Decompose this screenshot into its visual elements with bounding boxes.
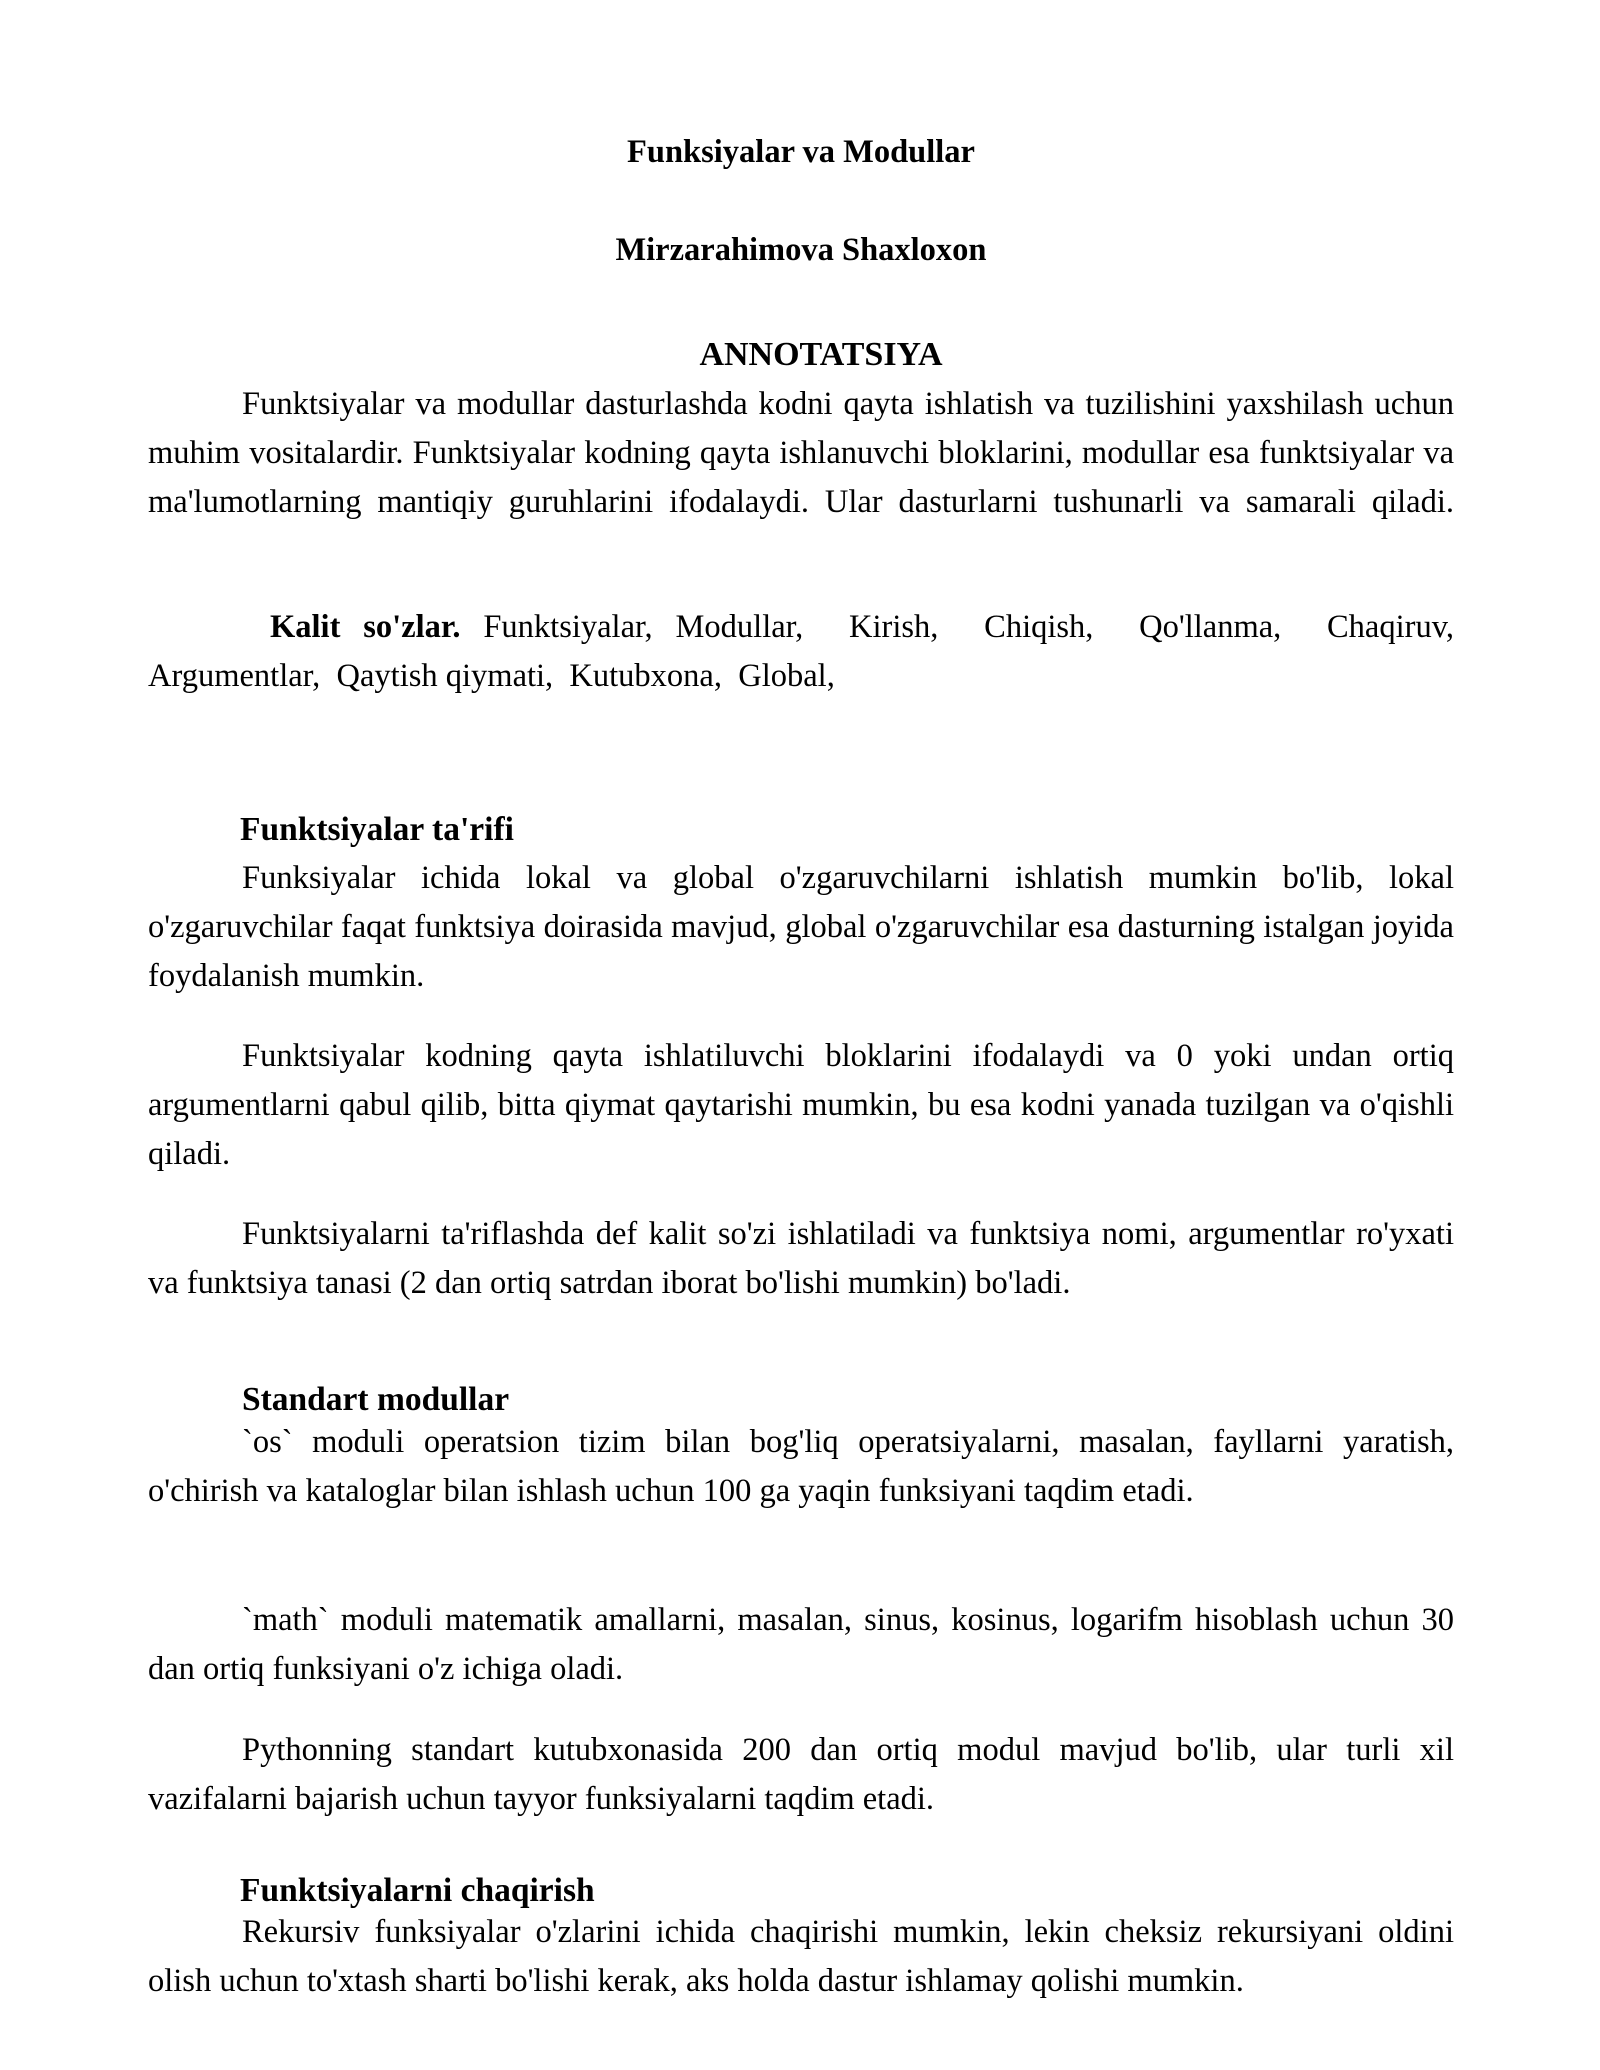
section-function-definition [148, 805, 1454, 1001]
document-title: Funksiyalar va Modullar [627, 134, 975, 170]
keywords-paragraph [148, 603, 1461, 701]
section-paragraph: Funktsiyalarni ta'riflashda def kalit so'zi ishlatiladi va funktsiya nomi, argumentlar ro'yxati va funktsiya tanasi (2 dan ortiq satrdan iborat bo'lishi mumkin) bo'ladi. [148, 1216, 1454, 1301]
section-paragraph-block [148, 1210, 1454, 1308]
section-heading: Funktsiyalarni chaqirish [240, 1872, 595, 1909]
annotation-heading: ANNOTATSIYA [699, 336, 943, 373]
annotation-block [148, 380, 1454, 527]
section-paragraph-block [148, 1596, 1454, 1694]
annotation-paragraph: Funktsiyalar va modullar dasturlashda kodni qayta ishlatish va tuzilishini yaxshilash uchun muhim vositalardir. Funktsiyalar kodning qayta ishlanuvchi bloklarini, modullar esa funktsiyalar va ma'lumotlarning mantiqiy guruhlarini ifodalaydi. Ular dasturlarni tushunarli va samarali qiladi. [148, 386, 1454, 520]
section-paragraph-block [148, 1908, 1454, 2006]
section-heading: Standart modullar [242, 1381, 510, 1418]
author-name: Mirzarahimova Shaxloxon [615, 232, 987, 268]
section-heading: Funktsiyalar ta'rifi [240, 811, 514, 848]
section-paragraph: `os` moduli operatsion tizim bilan bog'liq operatsiyalarni, masalan, fayllarni yaratish, o'chirish va kataloglar bilan ishlash uchun 100 ga yaqin funksiyani taqdim etadi. [148, 1424, 1454, 1509]
keywords-label: Kalit so'zlar. [270, 609, 461, 645]
section-paragraph: Rekursiv funksiyalar o'zlarini ichida chaqirishi mumkin, lekin cheksiz rekursiyani oldini olish uchun to'xtash sharti bo'lishi kerak, aks holda dastur ishlamay qolishi mumkin. [148, 1914, 1454, 1999]
section-paragraph-block [148, 1418, 1454, 1516]
section-paragraph: Funksiyalar ichida lokal va global o'zgaruvchilarni ishlatish mumkin bo'lib, lokal o'zgaruvchilar faqat funktsiya doirasida mavjud, global o'zgaruvchilar esa dasturning istalgan joyida foydalanish mumkin. [148, 860, 1454, 994]
section-standard-modules [148, 1375, 1454, 1424]
section-paragraph: Funktsiyalar kodning qayta ishlatiluvchi bloklarini ifodalaydi va 0 yoki undan ortiq argumentlarni qabul qilib, bitta qiymat qaytarishi mumkin, bu esa kodni yanada tuzilgan va o'qishli qiladi. [148, 1038, 1454, 1172]
section-paragraph-block [148, 1032, 1454, 1179]
section-paragraph: `math` moduli matematik amallarni, masalan, sinus, kosinus, logarifm hisoblash uchun 30 dan ortiq funksiyani o'z ichiga oladi. [148, 1602, 1454, 1687]
keywords-list: Funktsiyalar, Modullar, Kirish, Chiqish, Qo'llanma, Chaqiruv, Argumentlar, Qaytish qiymati, Kutubxona, Global, [148, 609, 1461, 694]
section-paragraph-block [148, 1726, 1454, 1824]
keywords-block [148, 603, 1461, 701]
section-paragraph: Pythonning standart kutubxonasida 200 dan ortiq modul mavjud bo'lib, ular turli xil vazifalarni bajarish uchun tayyor funksiyalarni taqdim etadi. [148, 1732, 1454, 1817]
